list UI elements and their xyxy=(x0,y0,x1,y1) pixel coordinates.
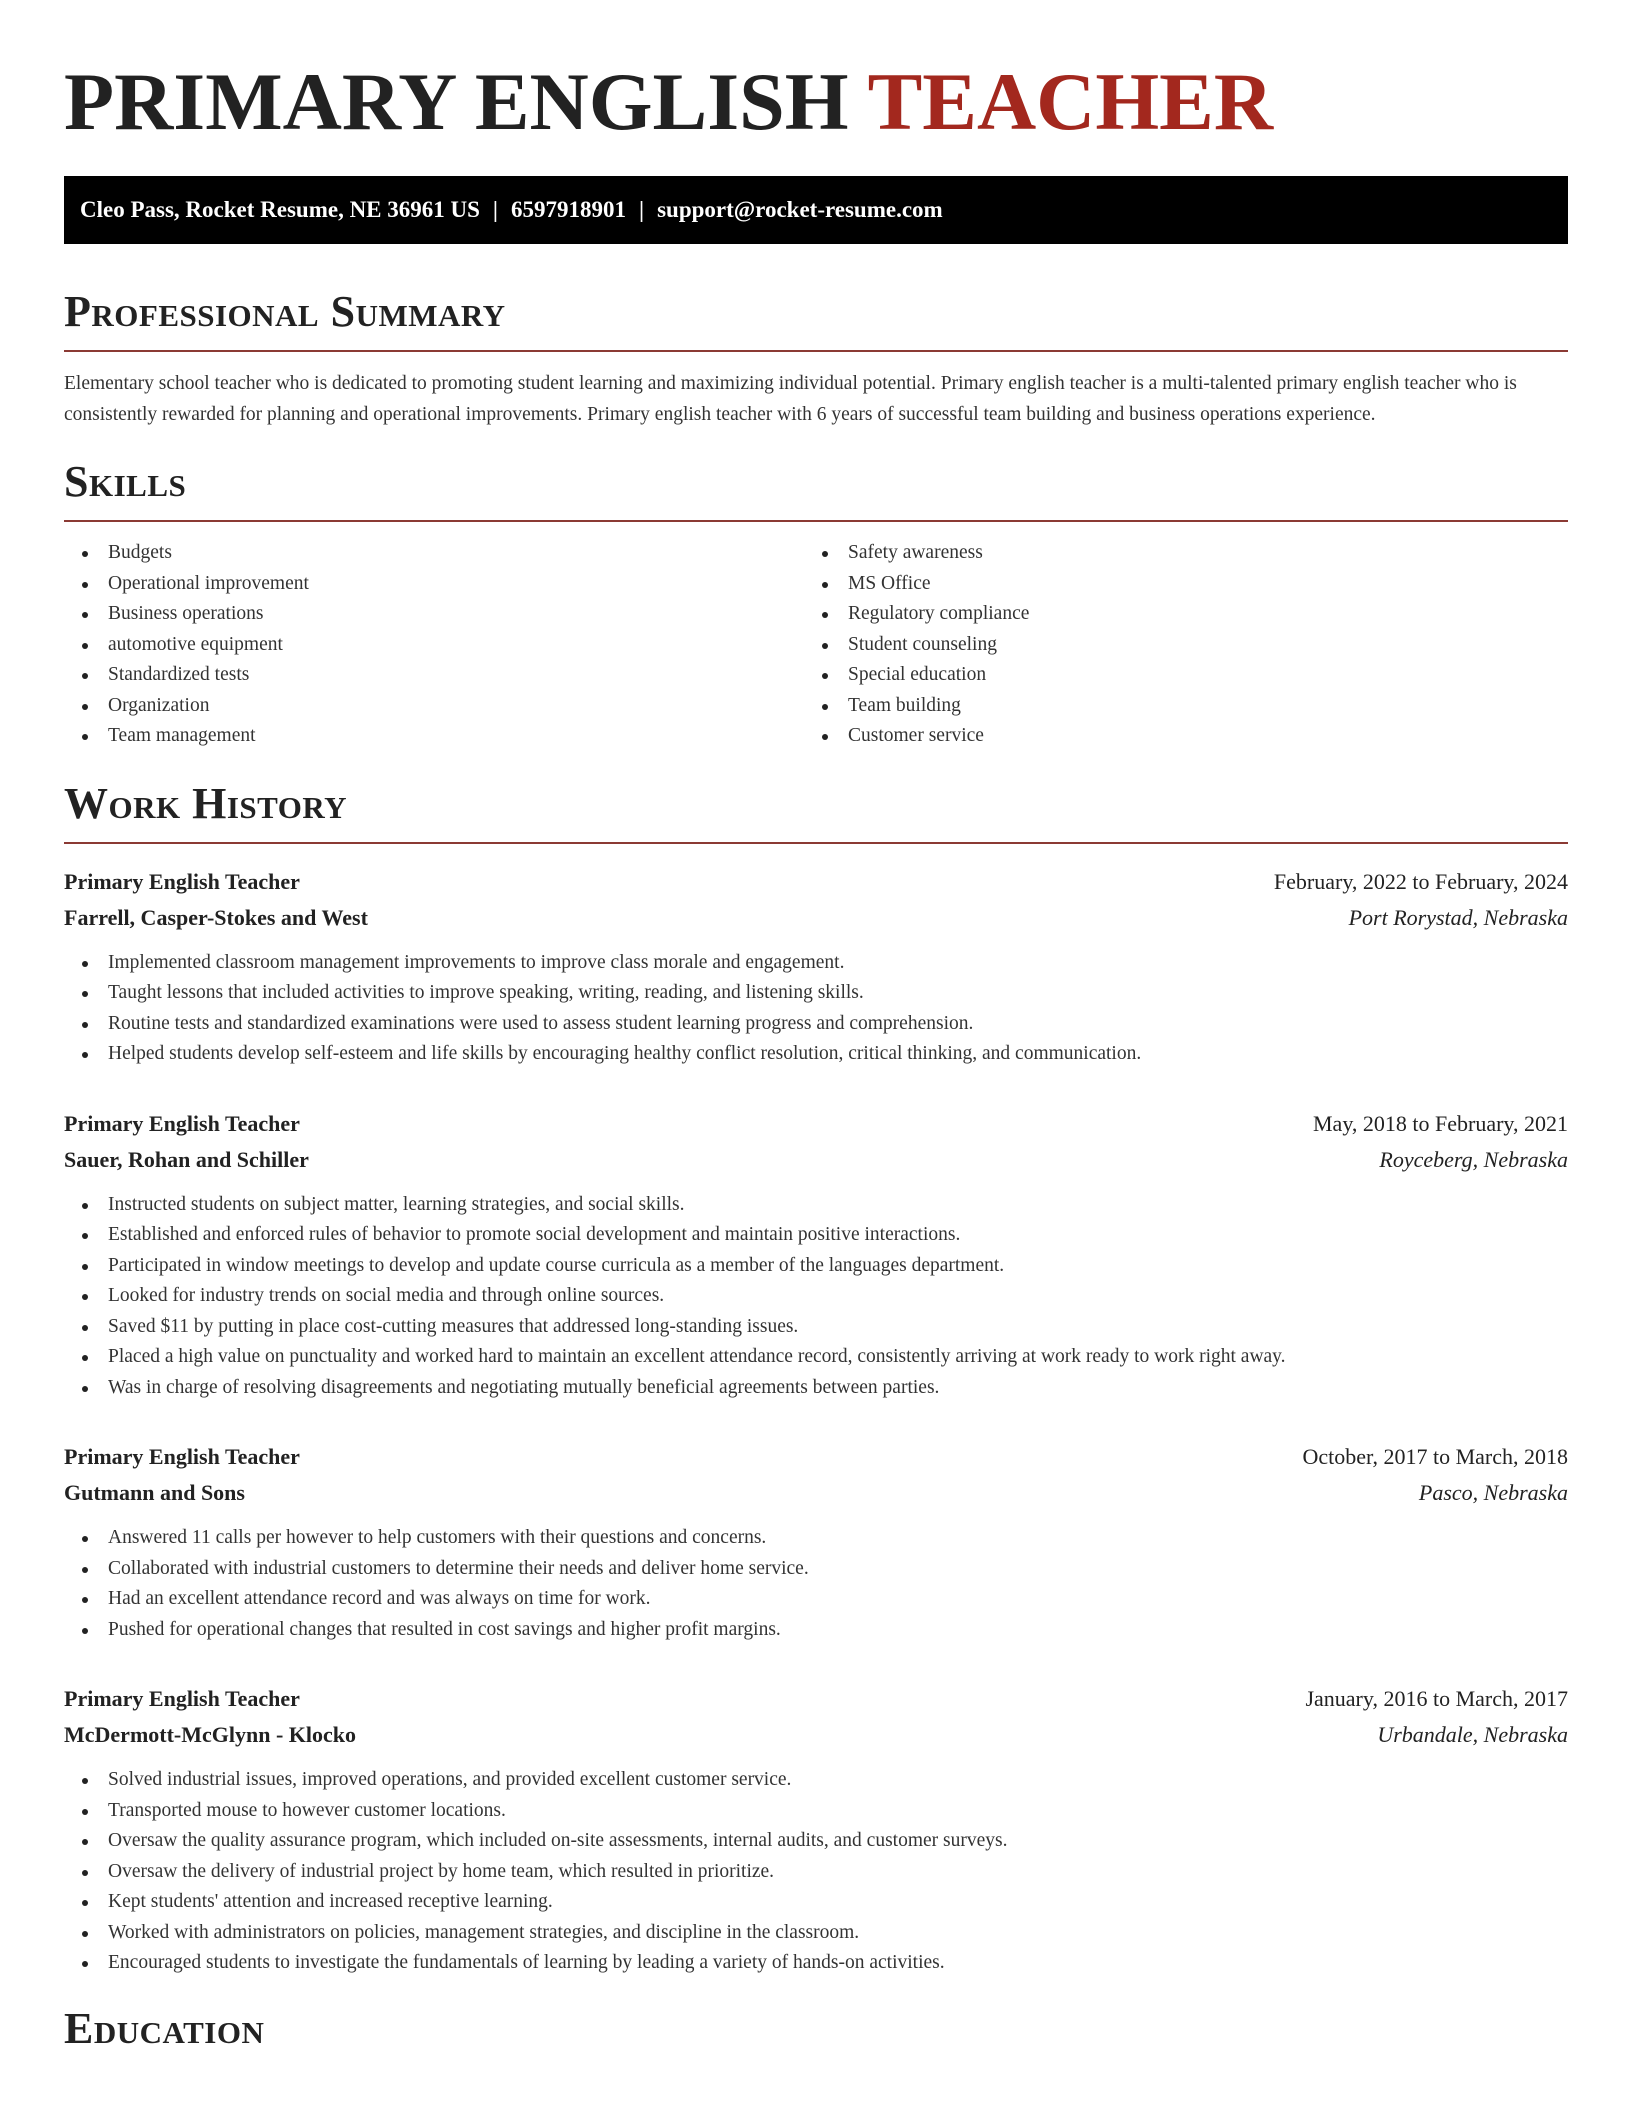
summary-text: Elementary school teacher who is dedicated to promoting student learning and maximizing individual potential. Primary english teacher is a multi-talented primary english teacher who is consistently rewarded for planning and operational improvements. Primary english teacher with 6 years of successful team building and business operations experience. xyxy=(64,373,1517,425)
section-heading-skills: Skills xyxy=(64,456,1568,522)
contact-separator: | xyxy=(492,197,498,222)
job-dates: February, 2022 to February, 2024 xyxy=(1273,868,1568,894)
skill-item: Customer service xyxy=(804,721,1544,752)
job-company: Gutmann and Sons xyxy=(64,1480,245,1505)
job-title: Primary English Teacher xyxy=(64,868,300,894)
duty-item: Pushed for operational changes that resulted in cost savings and higher profit margins. xyxy=(64,1615,1568,1646)
job-company: McDermott-McGlynn - Klocko xyxy=(64,1722,357,1747)
contact-email[interactable]: support@rocket-resume.com xyxy=(657,197,943,222)
job-dates: January, 2016 to March, 2017 xyxy=(1305,1686,1568,1711)
resume-page xyxy=(64,0,1568,2067)
title-main: PRIMARY ENGLISH xyxy=(64,56,849,147)
job-duties xyxy=(64,1190,1568,1404)
duty-item: Answered 11 calls per however to help customers with their questions and concerns. xyxy=(64,1523,1568,1554)
job-company-row xyxy=(64,1142,1568,1178)
duty-item: Was in charge of resolving disagreements and negotiating mutually beneficial agreements between parties. xyxy=(64,1373,1568,1404)
duty-item: Established and enforced rules of behavior to promote social development and maintain positive interactions. xyxy=(64,1220,1568,1251)
skill-item: automotive equipment xyxy=(64,630,804,661)
title-accent: TEACHER xyxy=(867,56,1274,147)
duty-item: Implemented classroom management improvements to improve class morale and engagement. xyxy=(64,948,1568,979)
duty-item: Encouraged students to investigate the fundamentals of learning by leading a variety of hands-on activities. xyxy=(64,1948,1568,1979)
duty-item: Participated in window meetings to develop and update course curricula as a member of the languages department. xyxy=(64,1251,1568,1282)
job-location: Port Rorystad, Nebraska xyxy=(1348,904,1568,930)
contact-bar xyxy=(64,176,1568,244)
duty-item: Taught lessons that included activities to improve speaking, writing, reading, and listening skills. xyxy=(64,978,1568,1009)
skill-item: Student counseling xyxy=(804,630,1544,661)
job-entry xyxy=(64,1106,1568,1404)
job-duties xyxy=(64,1523,1568,1645)
job-entry xyxy=(64,864,1568,1070)
job-company-row xyxy=(64,1717,1568,1753)
section-heading-education: Education xyxy=(64,2003,265,2053)
job-header-row xyxy=(64,1439,1568,1475)
duty-item: Worked with administrators on policies, management strategies, and discipline in the classroom. xyxy=(64,1918,1568,1949)
job-title: Primary English Teacher xyxy=(64,1686,300,1711)
job-location: Urbandale, Nebraska xyxy=(1377,1722,1568,1747)
skills-list xyxy=(64,538,1568,752)
job-company: Sauer, Rohan and Schiller xyxy=(64,1146,309,1172)
contact-separator: | xyxy=(639,197,645,222)
duty-item: Solved industrial issues, improved operations, and provided excellent customer service. xyxy=(64,1765,1568,1796)
job-header-row xyxy=(64,864,1568,900)
duty-item: Had an excellent attendance record and was always on time for work. xyxy=(64,1584,1568,1615)
duty-item: Saved $11 by putting in place cost-cutting measures that addressed long-standing issues. xyxy=(64,1312,1568,1343)
contact-phone: 6597918901 xyxy=(511,197,626,222)
duty-item: Oversaw the delivery of industrial project by home team, which resulted in prioritize. xyxy=(64,1857,1568,1888)
duty-item: Instructed students on subject matter, learning strategies, and social skills. xyxy=(64,1190,1568,1221)
duty-item: Kept students' attention and increased receptive learning. xyxy=(64,1887,1568,1918)
duty-item: Oversaw the quality assurance program, which included on-site assessments, internal audits, and customer surveys. xyxy=(64,1826,1568,1857)
duty-item: Collaborated with industrial customers to determine their needs and deliver home service. xyxy=(64,1554,1568,1585)
job-title: Primary English Teacher xyxy=(64,1110,300,1136)
job-dates: May, 2018 to February, 2021 xyxy=(1313,1110,1568,1136)
job-title: Primary English Teacher xyxy=(64,1444,300,1469)
job-header-row xyxy=(64,1681,1568,1717)
job-company-row xyxy=(64,900,1568,936)
duty-item: Helped students develop self-esteem and life skills by encouraging healthy conflict resolution, critical thinking, and communication. xyxy=(64,1039,1568,1070)
job-entry xyxy=(64,1439,1568,1645)
duty-item: Routine tests and standardized examinations were used to assess student learning progress and comprehension. xyxy=(64,1009,1568,1040)
skills-column-left xyxy=(64,538,804,752)
job-duties xyxy=(64,948,1568,1070)
duty-item: Placed a high value on punctuality and worked hard to maintain an excellent attendance record, consistently arriving at work ready to work right away. xyxy=(64,1342,1568,1373)
skill-item: Special education xyxy=(804,660,1544,691)
job-entry xyxy=(64,1681,1568,1979)
job-location: Royceberg, Nebraska xyxy=(1379,1146,1568,1172)
skill-item: Operational improvement xyxy=(64,569,804,600)
job-dates: October, 2017 to March, 2018 xyxy=(1302,1444,1568,1469)
skill-item: Safety awareness xyxy=(804,538,1544,569)
job-company: Farrell, Casper-Stokes and West xyxy=(64,904,368,930)
job-duties xyxy=(64,1765,1568,1979)
job-company-row xyxy=(64,1475,1568,1511)
skill-item: Team management xyxy=(64,721,804,752)
skills-column-right xyxy=(804,538,1544,752)
section-heading-work-history: Work History xyxy=(64,778,1568,844)
skill-item: Standardized tests xyxy=(64,660,804,691)
skill-item: Budgets xyxy=(64,538,804,569)
skill-item: Organization xyxy=(64,691,804,722)
duty-item: Looked for industry trends on social media and through online sources. xyxy=(64,1281,1568,1312)
job-location: Pasco, Nebraska xyxy=(1418,1480,1568,1505)
resume-title xyxy=(64,0,1568,146)
skill-item: Business operations xyxy=(64,599,804,630)
skill-item: Team building xyxy=(804,691,1544,722)
skill-item: MS Office xyxy=(804,569,1544,600)
section-heading-summary: Professional Summary xyxy=(64,286,1568,352)
contact-address: Cleo Pass, Rocket Resume, NE 36961 US xyxy=(80,197,480,222)
duty-item: Transported mouse to however customer locations. xyxy=(64,1796,1568,1827)
job-header-row xyxy=(64,1106,1568,1142)
skill-item: Regulatory compliance xyxy=(804,599,1544,630)
